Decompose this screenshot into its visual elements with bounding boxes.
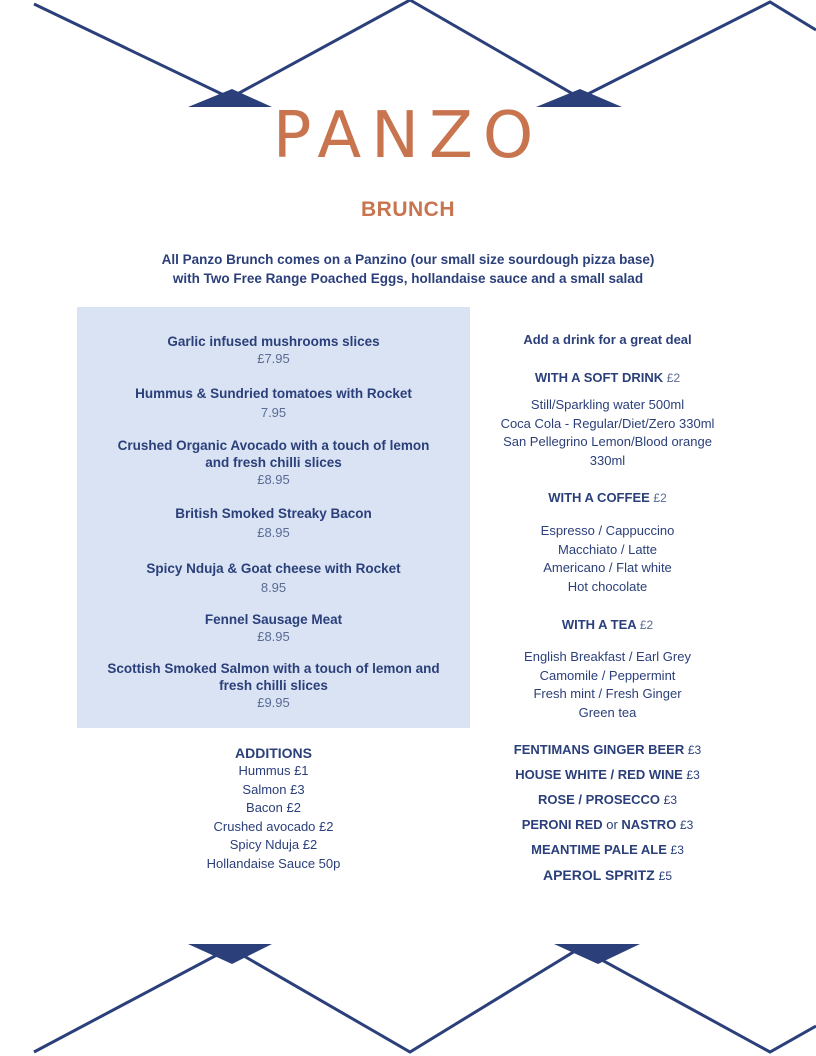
- tea-heading: [480, 617, 735, 632]
- drink-option-price: £3: [687, 743, 702, 757]
- menu-item-price: £8.95: [257, 525, 290, 540]
- bottom-zigzag-decoration: [0, 936, 816, 1056]
- menu-item-name: Crushed Organic Avocado with a touch of lemon: [117, 438, 430, 453]
- drink-option: [480, 767, 735, 782]
- coffee-item: Americano / Flat white: [543, 560, 672, 575]
- brand-logo: PANZO: [272, 99, 544, 173]
- menu-item-name: British Smoked Streaky Bacon: [175, 506, 372, 521]
- drink-option: [480, 817, 735, 832]
- menu-item-name: Garlic infused mushrooms slices: [167, 334, 380, 349]
- drink-option-price: £3: [663, 793, 678, 807]
- menu-item-price: £7.95: [257, 351, 290, 366]
- bottom-triangle-left: [188, 944, 272, 964]
- bottom-triangle-right: [554, 944, 640, 964]
- menu-item-name: Scottish Smoked Salmon with a touch of lemon and: [107, 661, 440, 676]
- menu-item-price: £8.95: [257, 629, 290, 644]
- menu-item: [77, 611, 470, 645]
- soft-drink-item: Coca Cola - Regular/Diet/Zero 330ml: [500, 415, 715, 431]
- menu-item-name-line-2: fresh chilli slices: [219, 678, 328, 693]
- tea-item: Fresh mint / Fresh Ginger: [533, 686, 682, 701]
- addition-item: Salmon £3: [242, 781, 305, 797]
- tea-item: Green tea: [578, 704, 637, 720]
- menu-item-price: 7.95: [260, 405, 287, 420]
- soft-drink-item: Still/Sparkling water 500ml: [530, 397, 685, 412]
- menu-item: [77, 437, 470, 488]
- drink-option-price: £5: [658, 869, 672, 883]
- additions-heading: ADDITIONS: [235, 745, 312, 761]
- drink-option: [480, 792, 735, 807]
- drink-option-price: £3: [670, 843, 684, 857]
- drink-option: [480, 742, 735, 757]
- brunch-menu-panel: [77, 307, 470, 728]
- soft-drink-price: £2: [666, 371, 681, 385]
- menu-item-name: Fennel Sausage Meat: [204, 612, 343, 627]
- menu-item: [77, 560, 470, 596]
- soft-drink-label: WITH A SOFT DRINK: [534, 370, 664, 385]
- soft-drink-heading: [480, 370, 735, 385]
- coffee-heading: [480, 490, 735, 505]
- tea-item: English Breakfast / Earl Grey: [524, 649, 691, 664]
- tea-list: [480, 648, 735, 722]
- tea-item: Camomile / Peppermint: [539, 667, 676, 683]
- addition-item: Crushed avocado £2: [213, 818, 334, 834]
- menu-item-name-line-2: and fresh chilli slices: [205, 455, 342, 470]
- menu-item-name: Spicy Nduja & Goat cheese with Rocket: [146, 561, 401, 576]
- menu-item-name: Hummus & Sundried tomatoes with Rocket: [135, 386, 412, 401]
- soft-drink-item: 330ml: [589, 452, 626, 468]
- menu-item: [77, 660, 470, 711]
- menu-item: [77, 333, 470, 367]
- intro-line-1: All Panzo Brunch comes on a Panzino (our small size sourdough pizza base): [161, 252, 655, 267]
- addition-item: Bacon £2: [246, 800, 301, 815]
- drink-option-name: APEROL SPRITZ: [542, 867, 655, 883]
- tea-label: WITH A TEA: [561, 617, 637, 632]
- menu-item-price: £9.95: [257, 695, 290, 710]
- drink-option-or: or: [606, 817, 618, 832]
- drink-option-name: FENTIMANS GINGER BEER: [513, 742, 685, 757]
- menu-item: [77, 385, 470, 421]
- coffee-item: Hot chocolate: [567, 578, 648, 594]
- drink-option-name-2: NASTRO: [621, 817, 677, 832]
- drink-option-price: £3: [686, 768, 700, 782]
- coffee-item: Espresso / Cappuccino: [540, 523, 675, 538]
- drink-option-name: PERONI RED: [521, 817, 603, 832]
- coffee-label: WITH A COFFEE: [548, 490, 650, 505]
- soft-drink-item: San Pellegrino Lemon/Blood orange: [503, 434, 712, 449]
- menu-item: [77, 505, 470, 541]
- drink-option-name: MEANTIME PALE ALE: [531, 842, 667, 857]
- menu-item-price: 8.95: [260, 580, 287, 595]
- menu-item-price: £8.95: [257, 472, 290, 487]
- drink-deal-heading: Add a drink for a great deal: [523, 332, 692, 347]
- soft-drink-list: [480, 396, 735, 470]
- intro-line-2: with Two Free Range Poached Eggs, hollandaise sauce and a small salad: [172, 271, 644, 286]
- intro-text: [100, 250, 716, 288]
- coffee-list: [480, 522, 735, 596]
- drink-option-name: ROSE / PROSECCO: [537, 792, 661, 807]
- coffee-price: £2: [653, 491, 667, 505]
- drink-option-name: HOUSE WHITE / RED WINE: [515, 767, 683, 782]
- addition-item: Hollandaise Sauce 50p: [206, 855, 341, 871]
- coffee-item: Macchiato / Latte: [558, 541, 657, 557]
- additions-section: [77, 744, 470, 873]
- drink-option: [480, 842, 735, 857]
- addition-item: Hummus £1: [238, 763, 309, 778]
- addition-item: Spicy Nduja £2: [229, 837, 318, 852]
- drink-option-price: £3: [679, 818, 694, 832]
- drink-option: [480, 867, 735, 883]
- page-title: BRUNCH: [361, 198, 455, 221]
- tea-price: £2: [639, 618, 654, 632]
